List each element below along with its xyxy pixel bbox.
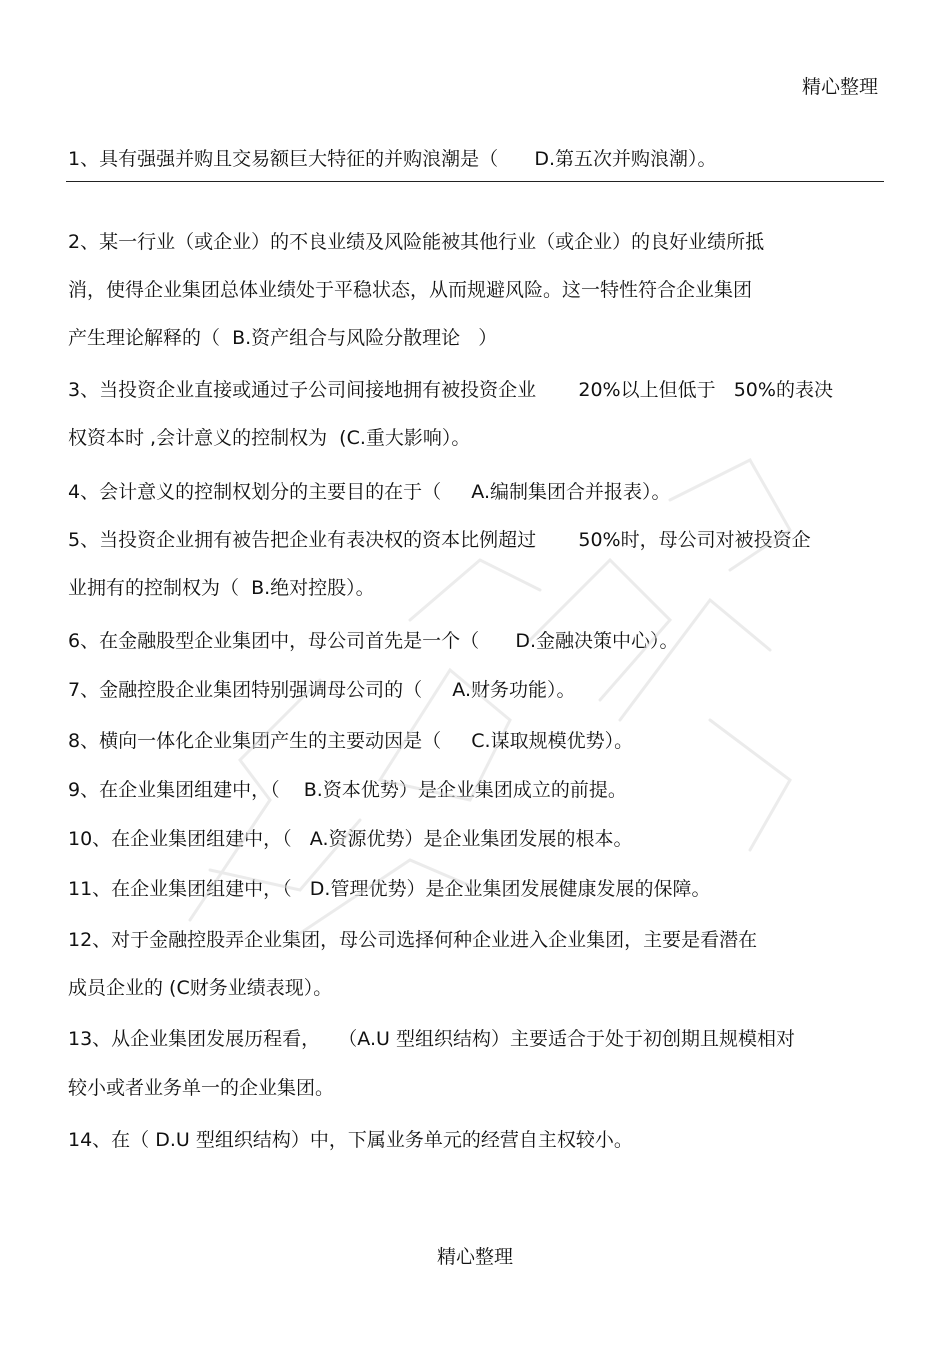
question-4-line-1: 4、会计意义的控制权划分的主要目的在于（ A.编制集团合并报表）。 — [68, 481, 671, 503]
question-11-line-1: 11、在企业集团组建中，（ D.管理优势）是企业集团发展健康发展的保障。 — [68, 878, 711, 900]
page-header: 精心整理 — [801, 76, 878, 98]
question-6-line-1: 6、在金融股型企业集团中，母公司首先是一个（ D.金融决策中心）。 — [68, 630, 679, 652]
header-divider — [66, 181, 884, 182]
question-3-line-2: 权资本时 ,会计意义的控制权为 (C.重大影响）。 — [68, 427, 471, 449]
question-5-line-2: 业拥有的控制权为（ B.绝对控股）。 — [68, 577, 375, 599]
question-14-line-1: 14、在（ D.U 型组织结构）中，下属业务单元的经营自主权较小。 — [68, 1129, 633, 1151]
question-3-line-1: 3、当投资企业直接或通过子公司间接地拥有被投资企业 20%以上但低于 50%的表决 — [68, 379, 833, 401]
question-1-line-1: 1、具有强强并购且交易额巨大特征的并购浪潮是（ D.第五次并购浪潮）。 — [68, 148, 717, 170]
question-2-line-3: 产生理论解释的（ B.资产组合与风险分散理论 ） — [68, 327, 498, 349]
question-9-line-1: 9、在企业集团组建中，（ B.资本优势）是企业集团成立的前提。 — [68, 779, 627, 801]
question-2-line-1: 2、某一行业（或企业）的不良业绩及风险能被其他行业（或企业）的良好业绩所抵 — [68, 231, 765, 253]
question-5-line-1: 5、当投资企业拥有被告把企业有表决权的资本比例超过 50%时，母公司对被投资企 — [68, 529, 811, 551]
question-13-line-1: 13、从企业集团发展历程看， （A.U 型组织结构）主要适合于处于初创期且规模相对 — [68, 1028, 795, 1050]
question-13-line-2: 较小或者业务单一的企业集团。 — [68, 1077, 335, 1099]
question-12-line-1: 12、对于金融控股弄企业集团，母公司选择何种企业进入企业集团，主要是看潜在 — [68, 929, 758, 951]
question-10-line-1: 10、在企业集团组建中，（ A.资源优势）是企业集团发展的根本。 — [68, 828, 633, 850]
question-2-line-2: 消，使得企业集团总体业绩处于平稳状态，从而规避风险。这一特性符合企业集团 — [68, 279, 753, 301]
page-footer: 精心整理 — [436, 1246, 513, 1268]
question-12-line-2: 成员企业的 (C财务业绩表现）。 — [68, 977, 333, 999]
question-7-line-1: 7、金融控股企业集团特别强调母公司的（ A.财务功能）。 — [68, 679, 576, 701]
question-8-line-1: 8、横向一体化企业集团产生的主要动因是（ C.谋取规模优势）。 — [68, 730, 634, 752]
